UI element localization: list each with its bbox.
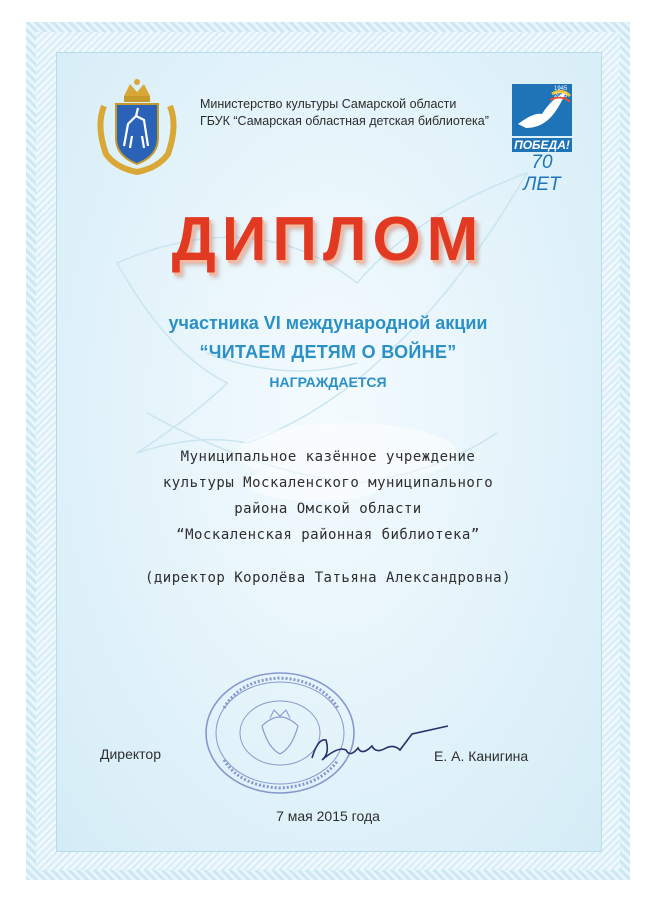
award-participant-line: участника VI международной акции: [168, 313, 488, 333]
victory-years: 1945 2015: [554, 86, 568, 99]
victory-text-bottom: 70 ЛЕТ: [523, 152, 561, 195]
diploma-title: ДИПЛОМ: [171, 205, 485, 274]
victory-text-top: ПОБЕДА!: [512, 138, 572, 152]
victory-70-logo: [512, 84, 572, 195]
recipient-director: (директор Королёва Татьяна Александровна): [144, 570, 512, 586]
award-campaign-name: “ЧИТАЕМ ДЕТЯМ О ВОЙНЕ”: [199, 342, 457, 362]
diploma-sheet: [12, 8, 644, 892]
signatory-role: Директор: [100, 746, 161, 762]
samara-coat-of-arms: [94, 76, 180, 176]
recipient-line-4: “Москаленская районная библиотека”: [176, 527, 480, 543]
ministry-name: Министерство культуры Самарской области: [200, 97, 457, 111]
recipient-line-2: культуры Москаленского муниципального: [162, 475, 494, 491]
recipient-line-1: Муниципальное казённое учреждение: [180, 449, 476, 465]
recipient-line-3: района Омской области: [234, 501, 422, 517]
signatory-name: Е. А. Канигина: [434, 748, 529, 764]
diploma-date: 7 мая 2015 года: [276, 808, 380, 824]
library-name: ГБУК “Самарская областная детская библиотека”: [200, 114, 489, 128]
award-awarded-label: НАГРАЖДАЕТСЯ: [269, 374, 387, 390]
handwritten-signature: [302, 720, 452, 770]
